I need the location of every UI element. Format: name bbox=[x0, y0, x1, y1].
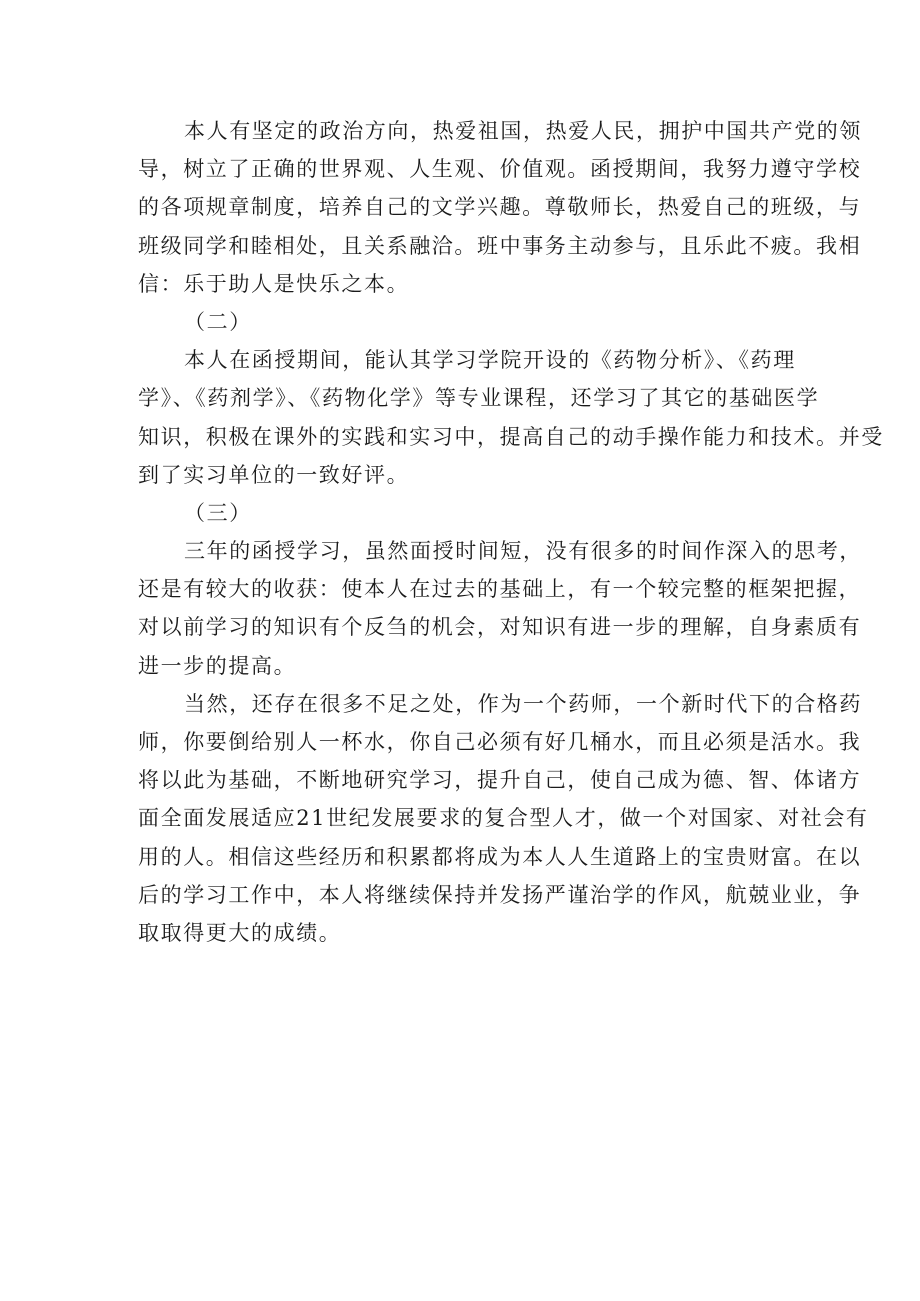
paragraph-line: 信：乐于助人是快乐之本。 bbox=[138, 271, 410, 296]
section-heading-2: （二） bbox=[184, 309, 252, 334]
paragraph-line: 将以此为基础，不断地研究学习，提升自己，使自己成为德、智、体诸方 bbox=[138, 768, 862, 793]
paragraph-line: 后的学习工作中，本人将继续保持并发扬严谨治学的作风，航兢业业，争 bbox=[138, 882, 862, 907]
paragraph-line: 本人有坚定的政治方向，热爱祖国，热爱人民，拥护中国共产党的领 bbox=[184, 119, 862, 143]
paragraph-line: 还是有较大的收获：使本人在过去的基础上，有一个较完整的框架把握， bbox=[138, 577, 862, 602]
paragraph-line: 师，你要倒给别人一杯水，你自己必须有好几桶水，而且必须是活水。我 bbox=[138, 730, 862, 754]
paragraph-line: 班级同学和睦相处，且关系融洽。班中事务主动参与，且乐此不疲。我相 bbox=[138, 233, 862, 258]
paragraph-line: 到了实习单位的一致好评。 bbox=[138, 462, 410, 487]
paragraph-line: 对以前学习的知识有个反刍的机会，对知识有进一步的理解，自身素质有 bbox=[138, 615, 862, 640]
paragraph-line: 学》、《药剂学》、《药物化学》等专业课程，还学习了其它的基础医学 bbox=[138, 386, 820, 411]
paragraph-line: 的各项规章制度，培养自己的文学兴趣。尊敬师长，热爱自己的班级，与 bbox=[138, 195, 862, 220]
paragraph-line: 导，树立了正确的世界观、人生观、价值观。函授期间，我努力遵守学校 bbox=[138, 157, 862, 182]
paragraph-shortcomings bbox=[138, 685, 869, 952]
paragraph-line: 本人在函授期间，能认其学习学院开设的《药物分析》、《药理 bbox=[184, 348, 796, 373]
paragraph-line: 进一步的提高。 bbox=[138, 653, 297, 678]
paragraph-line: 用的人。相信这些经历和积累都将成为本人人生道路上的宝贵财富。在以 bbox=[138, 844, 862, 869]
paragraph-line: 当然，还存在很多不足之处，作为一个药师，一个新时代下的合格药 bbox=[184, 691, 862, 716]
paragraph-political-stance bbox=[138, 112, 862, 303]
paragraph-line: 三年的函授学习，虽然面授时间短，没有很多的时间作深入的思考， bbox=[184, 539, 862, 564]
paragraph-coursework bbox=[138, 341, 884, 494]
section-heading-3: （三） bbox=[184, 500, 252, 525]
paragraph-line: 面全面发展适应21世纪发展要求的复合型人才，做一个对国家、对社会有 bbox=[138, 806, 869, 831]
paragraph-line: 取取得更大的成绩。 bbox=[138, 920, 342, 945]
paragraph-line: 知识，积极在课外的实践和实习中，提高自己的动手操作能力和技术。并受 bbox=[138, 424, 884, 449]
document-body bbox=[138, 112, 884, 952]
paragraph-gains bbox=[138, 532, 862, 685]
